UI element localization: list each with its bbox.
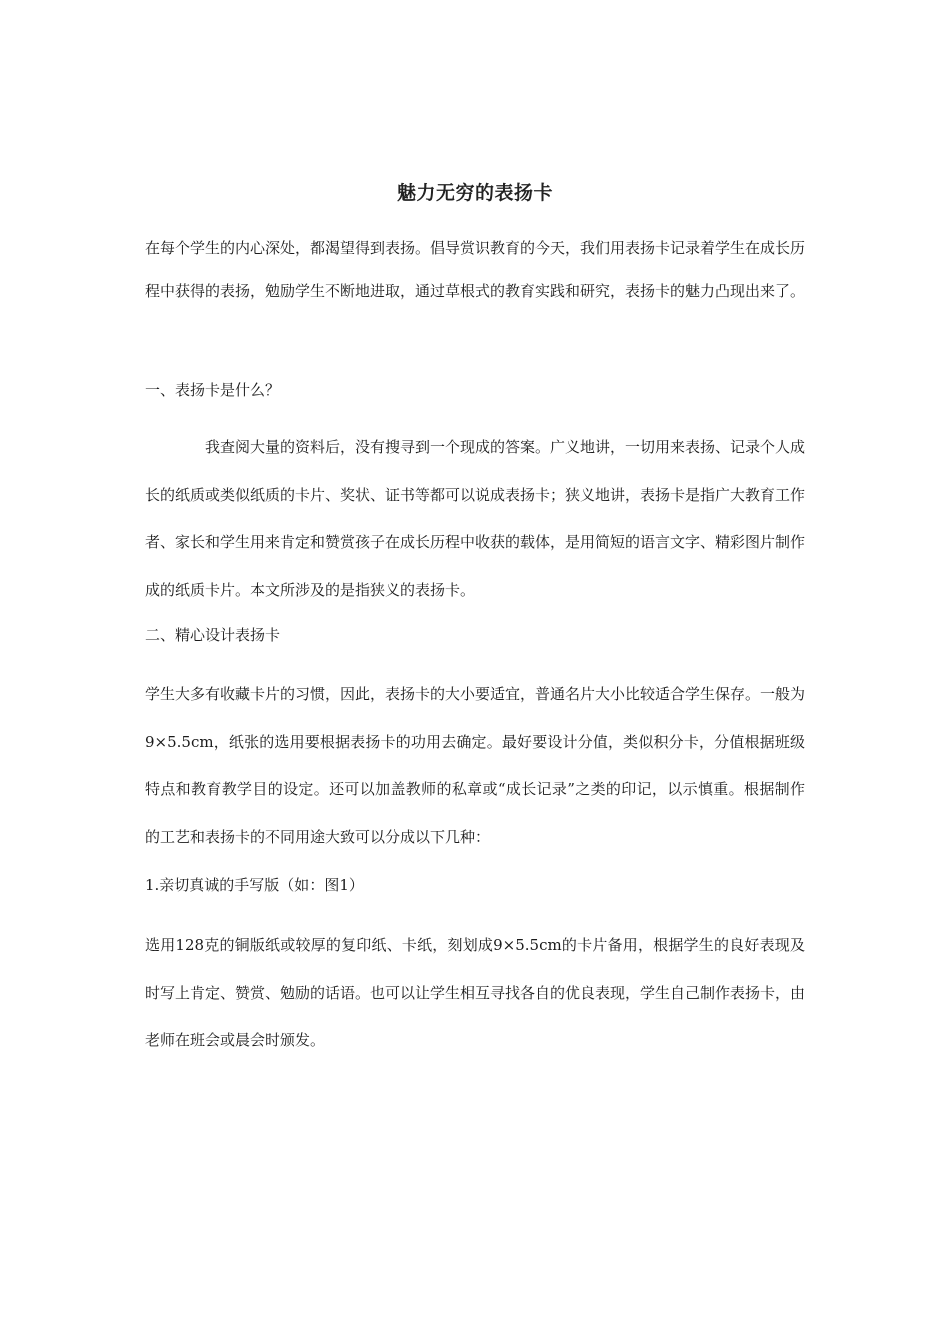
section-paragraph-what-is: 我查阅大量的资料后，没有搜寻到一个现成的答案。广义地讲，一切用来表扬、记录个人成长的纸质或类似纸质的卡片、奖状、证书等都可以说成表扬卡；狭义地讲，表扬卡是指广大教育工作者、家长和学生用来肯定和赞赏孩子在成长历程中收获的载体，是用简短的语言文字、精彩图片制作成的纸质卡片。本文所涉及的是指狭义的表扬卡。 [145,438,806,599]
subsection-heading-handwritten: 1.亲切真诚的手写版（如：图1） [145,876,364,894]
document-title: 魅力无穷的表扬卡 [396,182,553,204]
section-paragraph-design: 学生大多有收藏卡片的习惯，因此，表扬卡的大小要适宜，普通名片大小比较适合学生保存。一般为9×5.5cm，纸张的选用要根据表扬卡的功用去确定。最好要设计分值，类似积分卡，分值根据班级特点和教育教学目的设定。还可以加盖教师的私章或“成长记录”之类的印记，以示慎重。根据制作的工艺和表扬卡的不同用途大致可以分成以下几种： [145,685,806,846]
intro-paragraph: 在每个学生的内心深处，都渴望得到表扬。倡导赏识教育的今天，我们用表扬卡记录着学生在成长历程中获得的表扬，勉励学生不断地进取，通过草根式的教育实践和研究，表扬卡的魅力凸现出来了。 [145,239,806,300]
section-heading-what-is: 一、表扬卡是什么？ [145,381,281,399]
section-heading-design: 二、精心设计表扬卡 [145,626,281,644]
subsection-paragraph-handwritten: 选用128克的铜版纸或较厚的复印纸、卡纸，刻划成9×5.5cm的卡片备用，根据学生的良好表现及时写上肯定、赞赏、勉励的话语。也可以让学生相互寻找各自的优良表现，学生自己制作表扬卡，由老师在班会或晨会时颁发。 [145,936,806,1049]
